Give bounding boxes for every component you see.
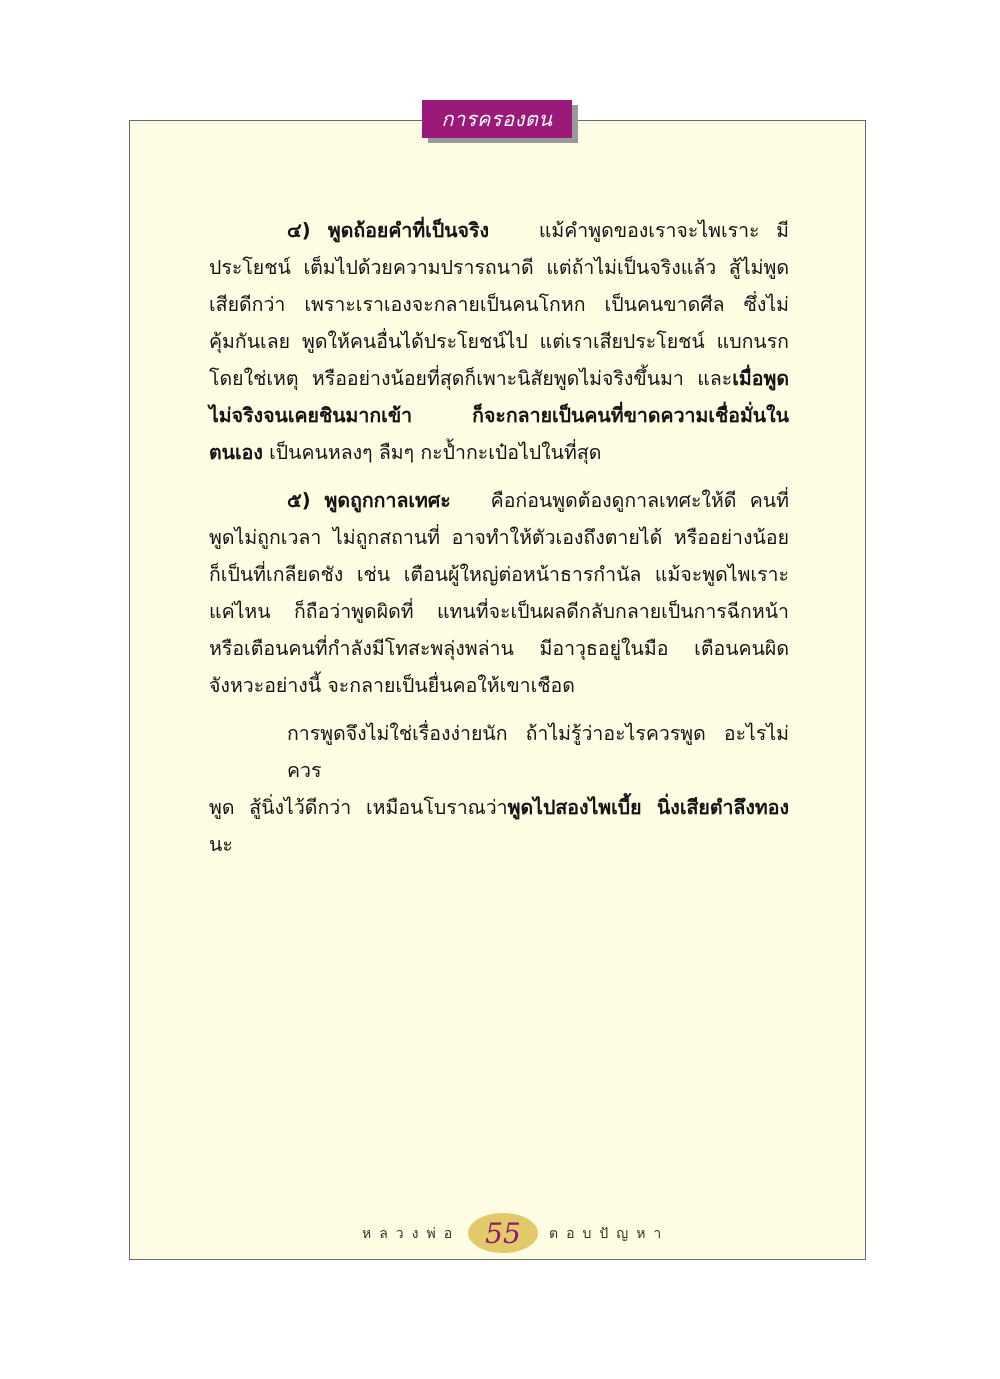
text-line: คุ้มกันเลย พูดให้คนอื่นได้ประโยชน์ไป แต่เราเสียประโยชน์ แบกนรก (209, 330, 789, 353)
text-line (209, 482, 789, 519)
text-span: เป็นคนหลงๆ ลืมๆ กะป้ำกะเป๋อไปในที่สุด (269, 441, 602, 464)
text-span: คือก่อนพูดต้องดูกาลเทศะให้ดี คนที่ (490, 489, 789, 512)
bold-span: ไม่จริงจนเคยชินมากเข้า ก็จะกลายเป็นคนที่ขาดความเชื่อมั่นใน (209, 404, 789, 427)
bold-span: พูดไปสองไพเบี้ย นิ่งเสียตำลึงทอง (507, 796, 789, 819)
text-line (209, 789, 789, 826)
text-line: เสียดีกว่า เพราะเราเองจะกลายเป็นคนโกหก เป็นคนขาดศีล ซึ่งไม่ (209, 293, 789, 316)
footer-left-text: หลวงพ่อ (362, 1226, 461, 1242)
text-line: การพูดจึงไม่ใช่เรื่องง่ายนัก ถ้าไม่รู้ว่าอะไรควรพูด อะไรไม่ควร (287, 722, 789, 782)
text-line: จังหวะอย่างนี้ จะกลายเป็นยื่นคอให้เขาเชือด (209, 674, 575, 697)
text-line (209, 434, 789, 471)
text-line: ก็เป็นที่เกลียดชัง เช่น เตือนผู้ใหญ่ต่อหน้าธารกำนัล แม้จะพูดไพเราะ (209, 563, 789, 586)
footer-right-text: ตอบปัญหา (549, 1226, 670, 1242)
text-span: พูด สู้นิ่งไว้ดีกว่า เหมือนโบราณว่า (209, 796, 508, 819)
text-line (209, 360, 789, 397)
text-span: โดยใช่เหตุ หรืออย่างน้อยที่สุดก็เพาะนิสัยพูดไม่จริงขึ้นมา และ (209, 367, 733, 390)
text-line: ประโยชน์ เต็มไปด้วยความปรารถนาดี แต่ถ้าไม่เป็นจริงแล้ว สู้ไม่พูด (209, 256, 789, 279)
page-footer (0, 1213, 1000, 1253)
text-line: แค่ไหน ก็ถือว่าพูดผิดที่ แทนที่จะเป็นผลดีกลับกลายเป็นการฉีกหน้า (209, 600, 789, 623)
bold-heading: ๕) พูดถูกกาลเทศะ (287, 489, 451, 512)
section-title-tab: การครองตน (422, 100, 572, 138)
text-line: หรือเตือนคนที่กำลังมีโทสะพลุ่งพล่าน มีอาวุธอยู่ในมือ เตือนคนผิด (209, 637, 789, 660)
text-span: แม้คำพูดของเราจะไพเราะ มี (538, 219, 789, 242)
paragraph-4 (209, 212, 789, 471)
bold-span: ตนเอง (209, 441, 263, 464)
text-line (209, 212, 789, 249)
paragraph-6 (209, 715, 789, 863)
text-line: นะ (209, 833, 233, 856)
body-text (209, 212, 789, 863)
text-line: พูดไม่ถูกเวลา ไม่ถูกสถานที่ อาจทำให้ตัวเองถึงตายได้ หรืออย่างน้อย (209, 526, 789, 549)
bold-span: เมื่อพูด (732, 367, 789, 390)
text-line (209, 397, 789, 434)
paragraph-5 (209, 482, 789, 704)
page-number-badge: 55 (468, 1213, 538, 1253)
bold-heading: ๔) พูดถ้อยคำที่เป็นจริง (287, 219, 489, 242)
